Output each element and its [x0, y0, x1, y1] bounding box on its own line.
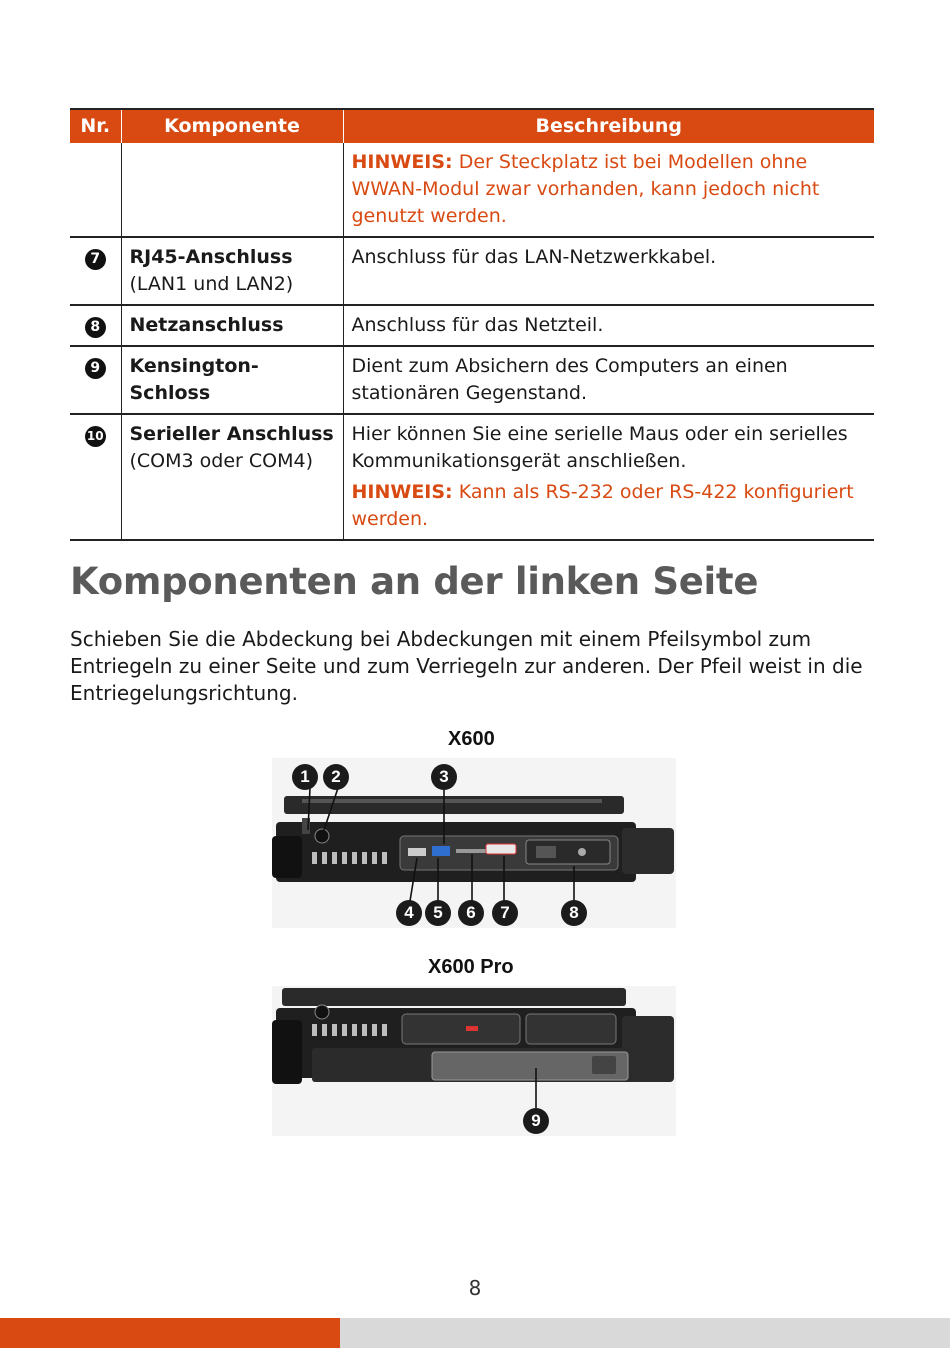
page-number: 8: [468, 1276, 482, 1300]
component-name: Serieller Anschluss: [129, 423, 334, 445]
component-name: Kensington-Schloss: [129, 355, 259, 404]
component-description: Hier können Sie eine serielle Maus oder ein serielles Kommunikationsgerät anschließen.: [351, 423, 848, 472]
figure-label-x600-pro: X600 Pro: [428, 956, 514, 978]
component-name: Netzanschluss: [129, 314, 284, 336]
component-sub: (COM3 oder COM4): [129, 450, 313, 472]
callout-9: 9: [523, 1108, 549, 1134]
header-nr: Nr.: [70, 109, 121, 143]
table-row: [70, 237, 874, 305]
callout-1: 1: [292, 764, 318, 790]
row-number-badge: 8: [85, 317, 106, 338]
footer-gray-bar: [340, 1318, 950, 1348]
callout-8: 8: [561, 900, 587, 926]
hint-label: HINWEIS:: [351, 481, 453, 503]
laptop-pro-left-side-illustration: [272, 986, 676, 1136]
x600-pro-side-view: [272, 986, 676, 1136]
x600-side-view: [272, 758, 676, 928]
hint-label: HINWEIS:: [351, 151, 453, 173]
component-sub: (LAN1 und LAN2): [129, 273, 294, 295]
callout-2: 2: [323, 764, 349, 790]
component-description: Anschluss für das LAN-Netzwerkkabel.: [343, 237, 874, 305]
hint-text: Der Steckplatz ist bei Modellen ohne WWAN-Modul zwar vorhanden, kann jedoch nicht genutzt werden.: [351, 151, 820, 227]
row-hint: [352, 479, 867, 533]
header-description: Beschreibung: [343, 109, 874, 143]
figure-label-x600: X600: [448, 728, 495, 750]
table-row: [70, 414, 874, 540]
callout-6: 6: [458, 900, 484, 926]
table-header-row: [70, 109, 874, 143]
continued-hint: [343, 143, 874, 237]
table-row: [70, 305, 874, 346]
callout-7: 7: [492, 900, 518, 926]
header-component: Komponente: [121, 109, 343, 143]
hint-text: Kann als RS-232 oder RS-422 konfiguriert werden.: [351, 481, 854, 530]
component-name: RJ45-Anschluss: [129, 246, 293, 268]
footer-accent-bar: [0, 1318, 340, 1348]
callout-3: 3: [431, 764, 457, 790]
row-number-badge: 10: [85, 426, 106, 447]
section-heading: Komponenten an der linken Seite: [70, 560, 759, 603]
callout-5: 5: [425, 900, 451, 926]
intro-paragraph: Schieben Sie die Abdeckung bei Abdeckungen mit einem Pfeilsymbol zum Entriegeln zu einer Seite und zum Verriegeln zur anderen. Der Pfeil weist in die Entriegelungsrichtung.: [70, 627, 863, 705]
component-description: Dient zum Absichern des Computers an einen stationären Gegenstand.: [343, 346, 874, 414]
table-row: [70, 346, 874, 414]
component-description: Anschluss für das Netzteil.: [343, 305, 874, 346]
callout-4: 4: [396, 900, 422, 926]
row-number-badge: 9: [85, 358, 106, 379]
row-number-badge: 7: [85, 249, 106, 270]
table-row-continued: [70, 143, 874, 237]
component-table: [70, 108, 874, 541]
